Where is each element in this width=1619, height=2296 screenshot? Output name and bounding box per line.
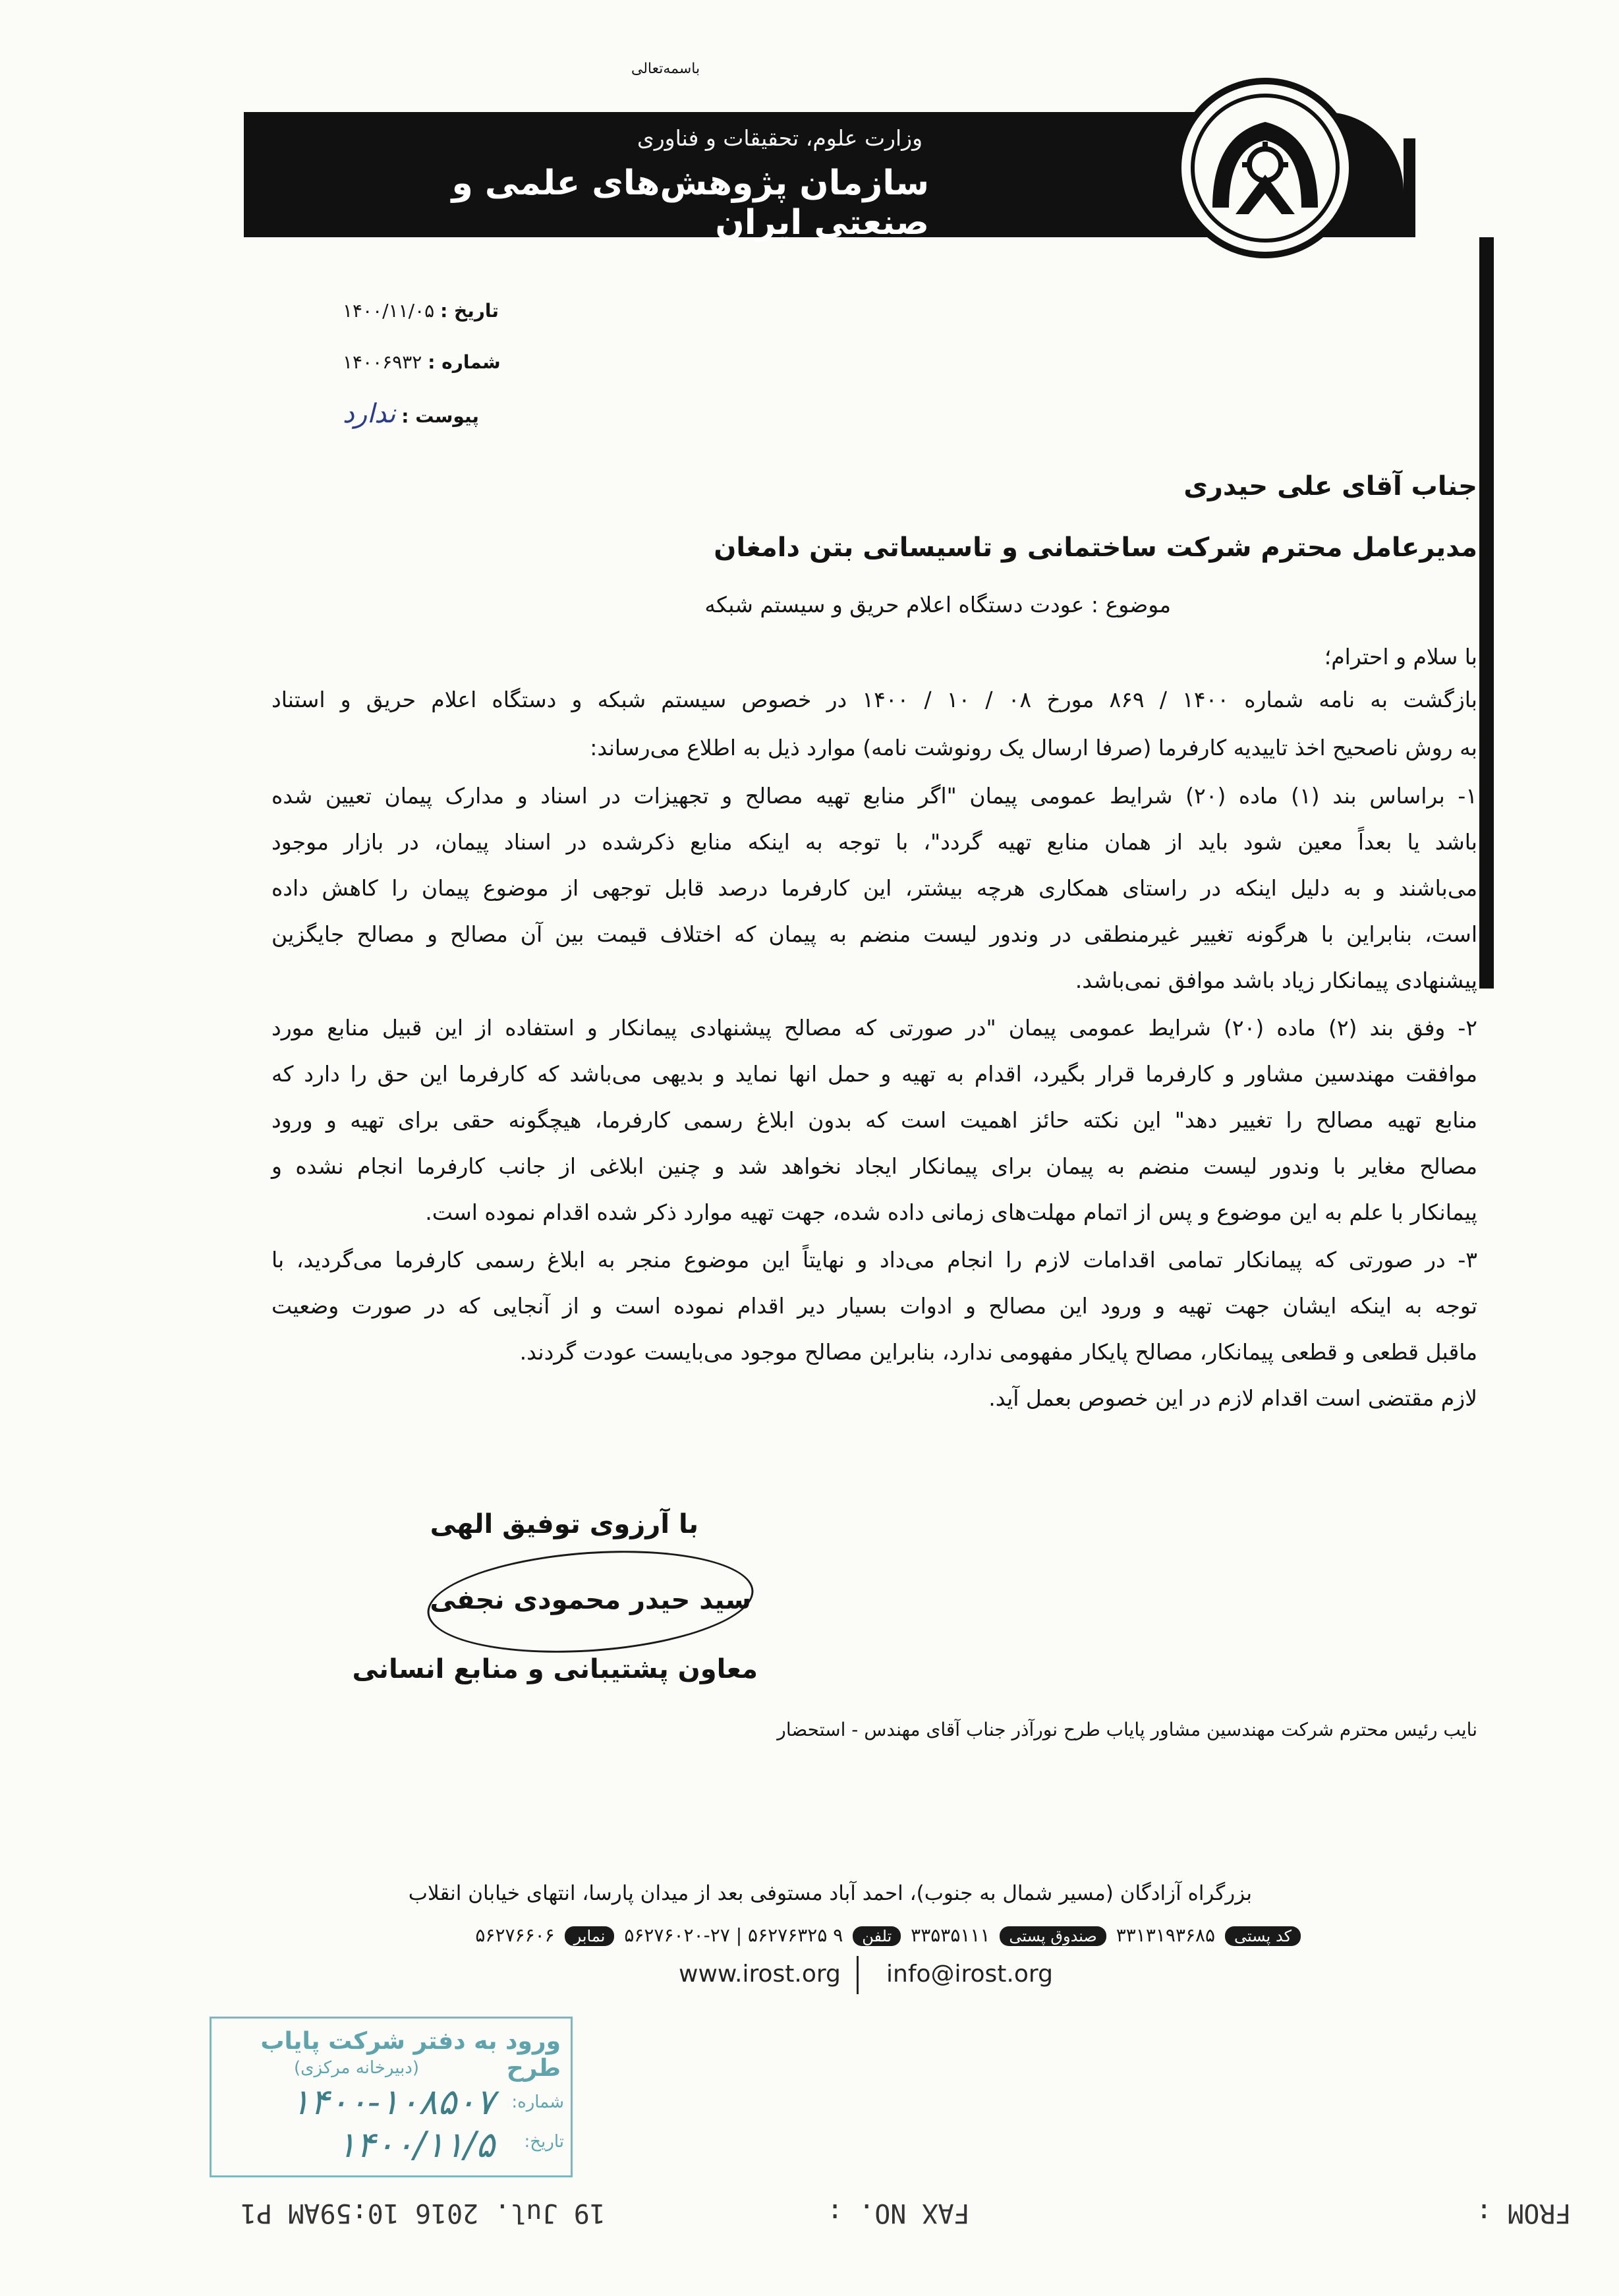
item2-line-5: پیمانکار با علم به این موضوع و پس از اتمام مهلت‌های زمانی داده شده، جهت تهیه موارد ذکر شده اقدام نموده است. <box>425 1199 1477 1225</box>
meta-number <box>343 351 527 373</box>
footer-divider <box>857 1956 859 1994</box>
fax-from: FROM : <box>1476 2198 1572 2228</box>
date-label: تاریخ : <box>440 300 499 322</box>
signatory-title: معاون پشتیبانی و منابع انسانی <box>352 1654 758 1684</box>
recipient-name: جناب آقای علی حیدری <box>1183 471 1477 502</box>
item1-line-2: باشد یا بعداً معین شود باید از همان منابع تهیه گردد"، با توجه به اینکه منابع ذکرشده در اسناد پیمان، در بازار موجود <box>271 829 1477 855</box>
recipient-title: مدیرعامل محترم شرکت ساختمانی و تاسیساتی بتن دامغان <box>714 532 1477 563</box>
intro-line-1: بازگشت به نامه شماره ۱۴۰۰ / ۸۶۹ مورخ ۰۸ / ۱۰ / ۱۴۰۰ در خصوص سیستم شبکه و دستگاه اعلام حریق و استناد <box>271 687 1477 712</box>
footer-address: بزرگراه آزادگان (مسیر شمال به جنوب)، احمد آباد مستوفی بعد از میدان پارسا، انتهای خیابان انقلاب <box>408 1881 1252 1905</box>
item2-line-2: موافقت مهندسین مشاور و کارفرما قرار بگیرد، اقدام به تهیه و حمل انها نماید و بدیهی می‌باشد که کارفرما این حق را دارد که <box>271 1061 1477 1087</box>
fax-timestamp: 19 Jul. 2016 10:59AM P1 <box>241 2198 606 2228</box>
phone-label: تلفن <box>853 1926 901 1946</box>
irost-logo-icon <box>1173 76 1357 260</box>
item3-line-3: ماقبل قطعی و قطعی پیمانکار، مصالح پایکار مفهومی ندارد، بنابراین مصالح موجود می‌بایست عودت گردند. <box>519 1339 1477 1365</box>
receipt-stamp <box>210 2017 573 2177</box>
organization-name: سازمان پژوهش‌های علمی و صنعتی ایران <box>451 163 929 243</box>
postal-label: کد پستی <box>1225 1926 1301 1946</box>
stamp-date-label: تاریخ: <box>524 2132 564 2152</box>
greeting: با سلام و احترام؛ <box>1324 644 1477 670</box>
item1-line-4: است، بنابراین با هرگونه تغییر غیرمنطقی در وندور لیست منضم به پیمان که اختلاف قیمت بین آن مصالح و مصالح جایگزین <box>271 921 1477 947</box>
ministry-name: وزارت علوم، تحقیقات و فناوری <box>637 125 923 151</box>
bismillah: باسمه‌تعالی <box>631 61 700 77</box>
number-label: شماره : <box>428 351 501 373</box>
item3-line-2: توجه به اینکه ایشان جهت تهیه و ورود این مصالح و ادوات بسیار دیر اقدام نموده است و از آنجایی که در صورت وضعیت <box>271 1293 1477 1319</box>
pobox-label: صندوق پستی <box>1000 1926 1106 1946</box>
attachment-value: ندارد <box>343 399 396 429</box>
meta-attachment <box>343 399 527 429</box>
footer-contact-numbers <box>369 1924 1305 1946</box>
cc-line: نایب رئیس محترم شرکت مهندسین مشاور پایاب طرح نورآذر جناب آقای مهندس - استحضار <box>777 1719 1477 1740</box>
email-link[interactable]: info@irost.org <box>886 1961 1053 1988</box>
stamp-number-value: ۱۴۰۰-۱۰۸۵۰۷ <box>291 2081 495 2123</box>
letter-subject: موضوع : عودت دستگاه اعلام حریق و سیستم شبکه <box>704 592 1171 617</box>
letterhead-side-rule <box>1479 237 1494 989</box>
stamp-number-label: شماره: <box>511 2092 564 2112</box>
website-link[interactable]: www.irost.org <box>679 1961 841 1988</box>
meta-date <box>343 300 527 322</box>
stamp-date-value: ۱۴۰۰/۱۱/۵ <box>337 2124 495 2166</box>
stamp-title: ورود به دفتر شرکت پایاب طرح <box>260 2028 561 2082</box>
intro-line-2: به روش ناصحیح اخذ تاییدیه کارفرما (صرفا ارسال یک رونوشت نامه) موارد ذیل به اطلاع می‌رساند: <box>590 735 1477 761</box>
item2-line-3: منابع تهیه مصالح را تغییر دهد" این نکته حائز اهمیت است که بدون ابلاغ رسمی کارفرما، هیچگونه حقی برای تهیه و ورود <box>271 1107 1477 1133</box>
postal-value: ۳۳۱۳۱۹۳۶۸۵ <box>1116 1924 1216 1946</box>
phone-value: ۹ ۵۶۲۷۶۳۲۵ | ۵۶۲۷۶۰۲۰-۲۷ <box>624 1924 843 1946</box>
item3-line-1: ۳- در صورتی که پیمانکار تمامی اقدامات لازم را انجام می‌داد و نهایتاً این موضوع منجر به ابلاغ رسمی کارفرما می‌گردید، با <box>271 1247 1477 1273</box>
pobox-value: ۳۳۵۳۵۱۱۱ <box>911 1924 990 1946</box>
date-value: ۱۴۰۰/۱۱/۰۵ <box>343 300 435 322</box>
fax-number: FAX NO. : <box>827 2198 970 2228</box>
item1-line-3: می‌باشند و به دلیل اینکه در راستای همکاری هرچه بیشتر، این کارفرما درصد قابل توجهی از موضوع پیمان را کاهش داده <box>271 875 1477 901</box>
signature-salutation: با آرزوی توفیق الهی <box>430 1509 698 1539</box>
fax-value: ۵۶۲۷۶۶۰۶ <box>475 1924 555 1946</box>
item2-line-4: مصالح مغایر با وندور لیست منضم به پیمان برای پیمانکار ایجاد نخواهد شد و چنین ابلاغی از جانب کارفرما انجام نشده و <box>271 1153 1477 1179</box>
stamp-subtitle: (دبیرخانه مرکزی) <box>293 2058 420 2078</box>
fax-label: نمابر <box>565 1926 615 1946</box>
attachment-label: پیوست : <box>401 405 479 427</box>
item1-line-1: ۱- براساس بند (۱) ماده (۲۰) شرایط عمومی پیمان "اگر منابع تهیه مصالح و تجهیزات در اسناد و مدارک پیمان تعیین شده <box>271 783 1478 809</box>
number-value: ۱۴۰۰۶۹۳۲ <box>343 351 422 373</box>
signatory-name: سید حیدر محمودی نجفی <box>430 1585 751 1615</box>
closing-line: لازم مقتضی است اقدام لازم در این خصوص بعمل آید. <box>988 1385 1477 1411</box>
item2-line-1: ۲- وفق بند (۲) ماده (۲۰) شرایط عمومی پیمان "در صورتی که مصالح پیشنهادی پیمانکار و استفاده از این قبیل منابع مورد <box>271 1015 1477 1041</box>
item1-line-5: پیشنهادی پیمانکار زیاد باشد موافق نمی‌باشد. <box>1075 967 1477 993</box>
